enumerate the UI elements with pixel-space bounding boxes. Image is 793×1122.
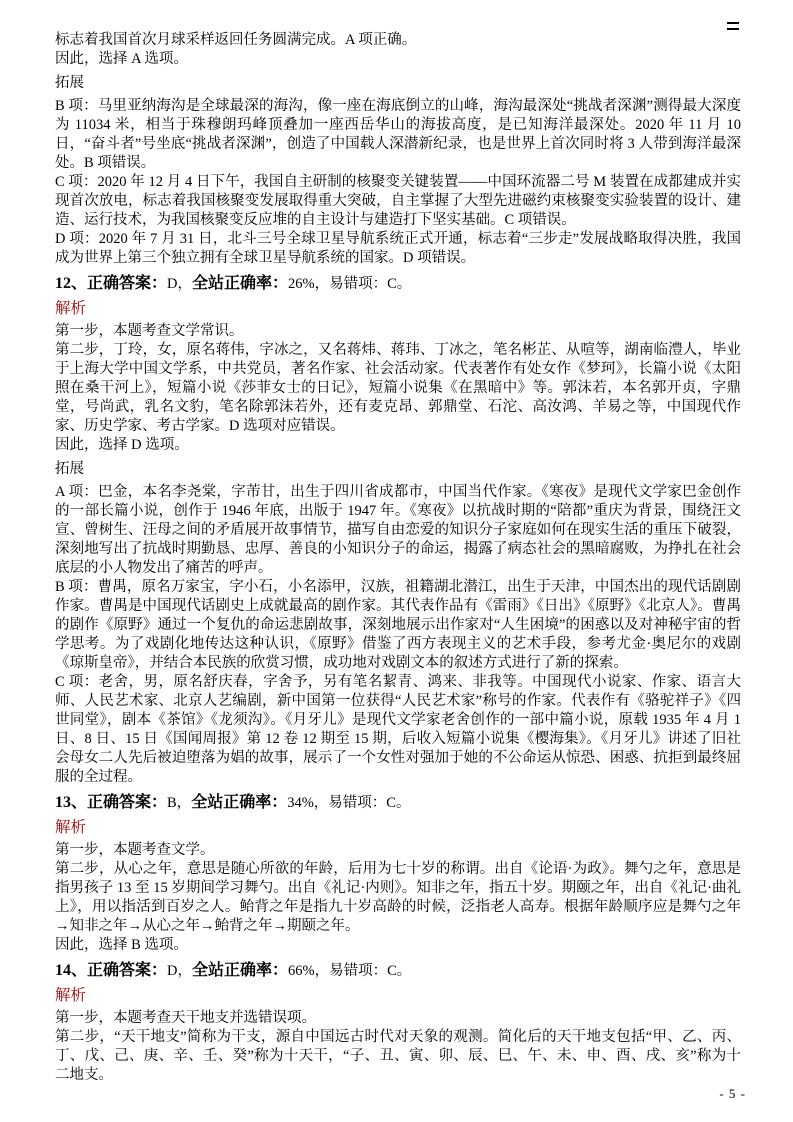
q14-answer-value: D， <box>167 963 192 979</box>
q14-rate-label: 全站正确率： <box>192 962 289 979</box>
q14-answer-label: 14、正确答案： <box>55 962 168 979</box>
q11-conclusion-line1: 标志着我国首次月球采样返回任务圆满完成。A 项正确。 <box>55 32 417 48</box>
q13-analysis-heading: 解析 <box>55 819 87 836</box>
q12-rate-label: 全站正确率： <box>192 275 289 292</box>
q12-conclusion: 因此，选择 D 选项。 <box>55 437 189 453</box>
q12-extension-item-a: A 项：巴金，本名李尧棠，字芾甘，出生于四川省成都市，中国当代作家。《寒夜》是现代文学家巴金创作的一部长篇小说，创作于 1946 年底，出版于 1947 年。《寒夜》以抗战时期的“陪都”重庆为背景，围绕汪文宣、曾树生、汪母之间的矛盾展开故事情节，描写自由恋爱的知识分子家庭如何在现实生活的重压下破裂，深刻地写出了抗战时期勤恳、忠厚、善良的小知识分子的命运，揭露了病态社会的黑暗腐败，为挣扎在社会底层的小人物发出了痛苦的呼声。 <box>55 484 741 576</box>
q11-extension-heading: 拓展 <box>55 75 84 91</box>
q12-answer-label: 12、正确答案： <box>55 275 168 292</box>
equals-icon <box>727 22 739 30</box>
q11-extension-item-c: C 项：2020 年 12 月 4 日下午，我国自主研制的核聚变关键装置——中国环流器二号 M 装置在成都建成并实现首次放电，标志着我国核聚变发展取得重大突破，自主掌握了大型先进磁约束核聚变实验装置的设计、建造、运行技术，为我国核聚变反应堆的自主设计与建造打下坚实基础。C 项错误。 <box>55 174 741 228</box>
q13-answer-label: 13、正确答案： <box>55 794 168 811</box>
q12-analysis-step2: 第二步，丁玲，女，原名蒋伟，字冰之，又名蒋炜、蒋玮、丁冰之，笔名彬芷、从喧等，湖南临澧人，毕业于上海大学中国文学系，中共党员，著名作家、社会活动家。代表著作有处女作《梦珂》，长篇小说《太阳照在桑干河上》，短篇小说《莎菲女士的日记》，短篇小说集《在黑暗中》等。郭沫若，本名郭开贞，字鼎堂，号尚武，乳名文豹，笔名除郭沫若外，还有麦克昂、郭鼎堂、石沱、高汝鸿、羊易之等，中国现代作家、历史学家、考古学家。D 选项对应错误。 <box>55 342 741 434</box>
q12-analysis-heading: 解析 <box>55 300 87 317</box>
q13-analysis-step1: 第一步，本题考查文学。 <box>55 842 215 858</box>
q13-answer-line <box>55 793 741 813</box>
q13-analysis-step2: 第二步，从心之年，意思是随心所欲的年龄，后用为七十岁的称谓。出自《论语·为政》。舞勺之年，意思是指男孩子 13 至 15 岁期间学习舞勺。出自《礼记·内则》。知非之年，指五十岁。期颐之年，出自《礼记·曲礼上》，用以指活到百岁之人。鲐背之年是指九十岁高龄的时候，泛指老人高寿。根据年龄顺序应是舞勺之年→知非之年→从心之年→鲐背之年→期颐之年。 <box>55 861 741 934</box>
q14-analysis-step1: 第一步，本题考查天干地支并选错误项。 <box>55 1010 316 1026</box>
q14-analysis-step2: 第二步，“天干地支”简称为干支，源自中国远古时代对天象的观测。简化后的天干地支包括“甲、乙、丙、丁、戊、己、庚、辛、壬、癸”称为十天干，“子、丑、寅、卯、辰、巳、午、未、申、酉、戌、亥”称为十二地支。 <box>55 1029 741 1083</box>
q12-answer-line <box>55 274 741 294</box>
q11-extension-item-b: B 项：马里亚纳海沟是全球最深的海沟，像一座在海底倒立的山峰，海沟最深处“挑战者深渊”测得最大深度为 11034 米，相当于珠穆朗玛峰顶叠加一座西岳华山的海拔高度，是已知海洋最深处。2020 年 11 月 10 日，“奋斗者”号坐底“挑战者深渊”，创造了中国载人深潜新纪录，也是世界上首次同时将 3 人带到海洋最深处。B 项错误。 <box>55 98 741 171</box>
q13-rate-label: 全站正确率： <box>191 794 288 811</box>
q12-extension-item-c: C 项：老舍，男，原名舒庆春，字舍予，另有笔名絜青、鸿来、非我等。中国现代小说家、作家、语言大师、人民艺术家、北京人艺编剧，新中国第一位获得“人民艺术家”称号的作家。代表作有《骆驼祥子》《四世同堂》，剧本《茶馆》《龙须沟》。《月牙儿》是现代文学家老舍创作的一部中篇小说，原载 1935 年 4 月 1 日、8 日、15 日《国闻周报》第 12 卷 12 期至 15 期，后收入短篇小说集《樱海集》。《月牙儿》讲述了旧社会母女二人先后被迫堕落为娼的故事，展示了一个女性对强加于她的不公命运从惊恐、困惑、抗拒到最终屈服的全过程。 <box>55 674 741 785</box>
q12-extension-item-b: B 项：曹禺，原名万家宝，字小石，小名添甲，汉族，祖籍湖北潜江，出生于天津，中国杰出的现代话剧剧作家。曹禺是中国现代话剧史上成就最高的剧作家。其代表作品有《雷雨》《日出》《原野》《北京人》。曹禺的剧作《原野》通过一个复仇的命运悲剧故事，深刻地展示出作家对“人生困境”的困惑以及对神秘宇宙的哲学思考。为了戏剧化地传达这种认识，《原野》借鉴了西方表现主义的艺术手段，参考尤金·奥尼尔的戏剧《琼斯皇帝》，并结合本民族的欣赏习惯，成功地对戏剧文本的叙述方式进行了新的探索。 <box>55 579 741 671</box>
q11-extension-item-d: D 项：2020 年 7 月 31 日，北斗三号全球卫星导航系统正式开通，标志着“三步走”发展战略取得决胜，我国成为世界上第三个独立拥有全球卫星导航系统的国家。D 项错误。 <box>55 231 741 266</box>
q13-answer-value: B， <box>167 795 192 811</box>
q13-conclusion: 因此，选择 B 选项。 <box>55 937 188 953</box>
q14-analysis-heading: 解析 <box>55 987 87 1004</box>
q14-answer-line <box>55 961 741 981</box>
q12-analysis-step1: 第一步，本题考查文学常识。 <box>55 323 244 339</box>
q11-conclusion-line2: 因此，选择 A 选项。 <box>55 51 188 67</box>
q12-extension-heading: 拓展 <box>55 461 84 477</box>
q12-answer-value: D， <box>167 276 192 292</box>
q14-rate-value: 66%，易错项：C。 <box>288 963 412 979</box>
q12-rate-value: 26%，易错项：C。 <box>288 276 412 292</box>
page-number: - 5 - <box>719 1086 746 1101</box>
q13-rate-value: 34%，易错项：C。 <box>287 795 411 811</box>
